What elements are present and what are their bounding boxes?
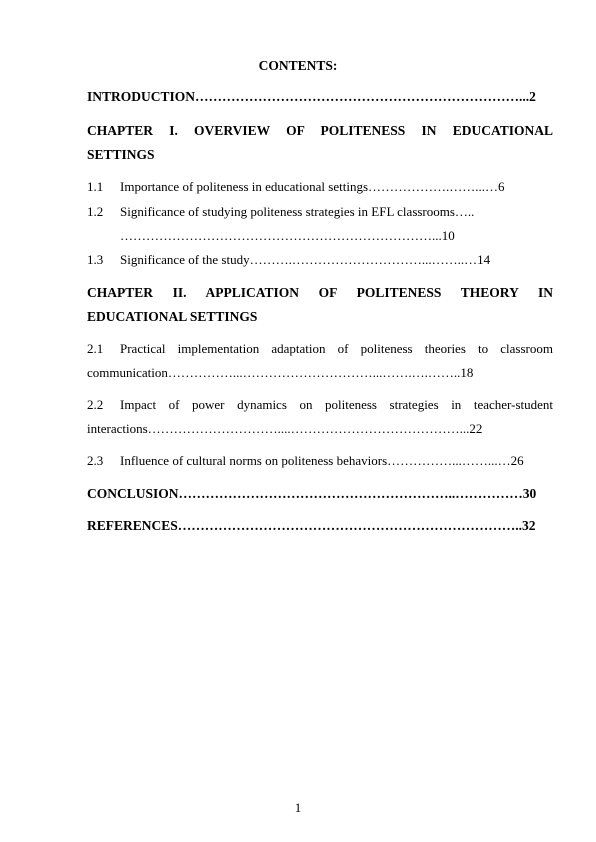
toc-item-number: 2.1: [87, 341, 104, 356]
toc-item-number: 2.2: [87, 397, 104, 412]
toc-item-2-1[interactable]: [87, 340, 553, 358]
toc-item-text: Influence of cultural norms on politeness behaviors……………...……...…26: [120, 453, 524, 468]
toc-item-text: Significance of studying politeness strategies in EFL classrooms…..: [120, 204, 475, 219]
toc-chapter2-heading[interactable]: CHAPTER II. APPLICATION OF POLITENESS THEORY IN: [87, 285, 553, 300]
toc-introduction[interactable]: INTRODUCTION………………………………………………………………...2: [87, 89, 536, 104]
toc-item-number: 1.1: [87, 179, 104, 194]
toc-chapter2-heading-cont: EDUCATIONAL SETTINGS: [87, 309, 258, 324]
toc-item-1-2[interactable]: [87, 203, 553, 221]
toc-item-number: 2.3: [87, 453, 104, 468]
toc-item-2-2-cont: interactions…………………………....…………………………………...22: [87, 421, 483, 436]
toc-item-2-3[interactable]: [87, 452, 553, 470]
page-title: CONTENTS:: [258, 58, 338, 73]
toc-item-1-3[interactable]: [87, 251, 553, 269]
toc-item-text: Impact of power dynamics on politeness strategies in teacher-student: [120, 397, 553, 412]
toc-item-text: Significance of the study……….…………………………...……..…14: [120, 252, 491, 267]
toc-item-1-2-cont: ………………………………………………………………...10: [120, 228, 455, 243]
toc-item-text: Practical implementation adaptation of politeness theories to classroom: [120, 341, 553, 356]
toc-item-2-2[interactable]: [87, 396, 553, 414]
toc-chapter1-heading[interactable]: CHAPTER I. OVERVIEW OF POLITENESS IN EDUCATIONAL: [87, 123, 553, 138]
toc-chapter1-heading-cont: SETTINGS: [87, 147, 155, 162]
page-number: 1: [294, 800, 302, 815]
toc-item-number: 1.3: [87, 252, 104, 267]
toc-item-2-1-cont: communication……………...…………………………...…….….……..18: [87, 365, 474, 380]
toc-item-number: 1.2: [87, 204, 104, 219]
toc-conclusion[interactable]: CONCLUSION……………………………………………………..……………30: [87, 486, 537, 501]
toc-item-1-1[interactable]: [87, 178, 553, 196]
toc-item-text: Importance of politeness in educational settings……………….……...…6: [120, 179, 505, 194]
toc-references[interactable]: REFERENCES…………………………………………………………………..32: [87, 518, 536, 533]
